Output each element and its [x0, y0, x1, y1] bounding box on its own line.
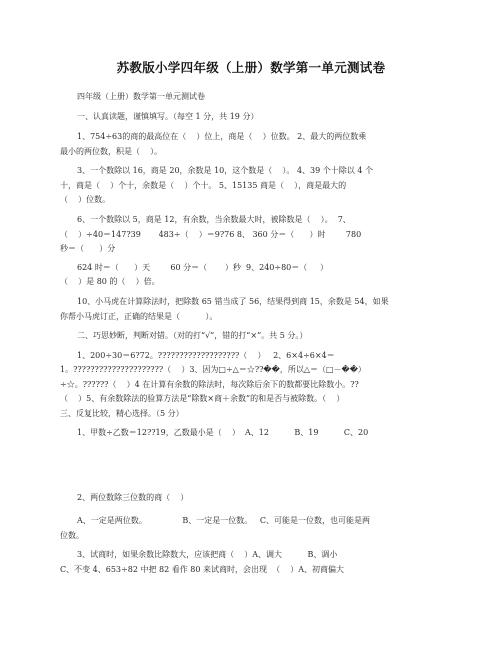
text-line: 位数。	[60, 531, 84, 540]
text-line: 1、200÷30＝6?72。???????????????????（ ） 2、6×4÷6×4＝	[77, 351, 335, 360]
text-line: 10、小马虎在计算除法时，把除数 65 错当成了 56，结果得到商 15，余数是 54，如果	[77, 297, 389, 306]
text-line: （ ）是 80 的（ ）倍。	[60, 277, 160, 286]
text-line: 3、试商时，如果余数比除数大，应该把商（ ）A、调大 B、调小	[77, 550, 338, 559]
text-line: ÷☆。??????（ ）4 在计算有余数的除法时，每次除后余下的数都要比除数小。??	[60, 380, 359, 389]
text-line: （ ）位数。	[60, 195, 111, 204]
text-line: 秒＝（ ）分	[60, 244, 116, 253]
text-line: 最小的两位数，积是（ ）。	[60, 147, 163, 156]
text-line: 6、一个数除以 5，商是 12，有余数，当余数最大时，被除数是（ ）。 7、	[77, 215, 351, 224]
section-heading: 二、巧思妙断，判断对错。（对的打“√”，错的打“×”。共 5 分。）	[77, 331, 308, 340]
text-line: A、一定是两位数。 B、一定是一位数。 C、可能是一位数，也可能是两	[77, 516, 371, 525]
text-line: 1、754÷63的商的最高位在（ ）位上，商是（ ）位数。 2、最大的两位数乘	[77, 132, 367, 141]
text-line: 十，商是（ ）个十，余数是（ ）个十。 5、15135 商是（ ），商是最大的	[60, 181, 347, 190]
text-line: （ ）5、有余数除法的验算方法是“除数×商＋余数”的和是否与被除数。（ ）	[60, 394, 345, 403]
text-line: 你帮小马虎订正，正确的结果是（ ）。	[60, 312, 218, 321]
text-line: 2、两位数除三位数的商（ ）	[77, 493, 189, 502]
section-heading: 一、认真读题，谨慎填写。（每空 1 分，共 19 分）	[77, 112, 259, 121]
subtitle-line: 四年级（上册）数学第一单元测试卷	[77, 92, 205, 101]
text-line: 624 时＝（ ）天 60 分＝（ ）秒 9、240÷80＝（ ）	[77, 263, 328, 272]
text-line: 3、一个数除以 16，商是 20，余数是 10，这个数是（ ）。 4、39 个十除以 4 个	[77, 166, 373, 175]
text-line: 1。?????????????????????（ ）3、因为□÷△＝☆??��，所以△＝（□－��）	[60, 365, 366, 374]
text-line: 1、甲数÷乙数＝12??19，乙数最小是（ ） A、12 B、19 C、20	[77, 428, 369, 437]
text-line: （ ）÷40＝147?39 483÷（ ）＝9?76 8、 360 分＝（ ）时 780	[60, 230, 362, 239]
document-title: 苏教版小学四年级（上册）数学第一单元测试卷	[116, 60, 386, 75]
text-line: C、不变 4、653÷82 中把 82 看作 80 来试商时，会出现 （ ）A、初商偏大	[60, 565, 345, 574]
section-heading: 三、反复比较，精心选择。（5 分）	[60, 409, 184, 418]
